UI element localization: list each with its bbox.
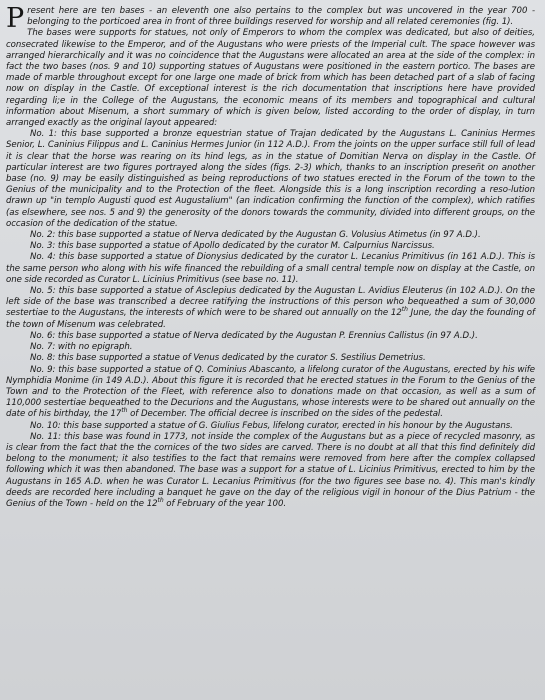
paragraph-base-9: No. 9: this base supported a statue of Q. Cominius Abascanto, a lifelong curator of the Augustans, erected by his wife Nymphidia Monime (in 149 A.D.). About this figure it is recorded that he erected statues in the Forum to the Genius of the Town and to the Protection of the Fleet, with reference also to donations made on that occasion, as well as a sum of 110,000 sestertiae bequeathed to the Decurions and the Augustans, whose interests were to be shared out annually on the date of his birthday, the 17th of December. The official decree is inscribed on the sides of the pedestal.: [6, 364, 535, 420]
paragraph-overview: The bases were supports for statues, not only of Emperors to whom the complex was dedicated, but also of deities, consecrated likewise to the Emperor, and of the Augustans who were priests of the Imperial cult. The space however was arranged hierarchically and it was no coincidence that the Augustans were allocated an area at the side of the complex: in fact the two bases (nos. 9 and 10) supporting statues of Augustans were positioned in the eastern portico. The bases are made of marble throughout except for one large one made of brick from which has been detached part of a slab of facing now on display in the Castle. Of exceptional interest is the rich documentation that inscriptions here have provided regarding li;e in the College of the Augustans, the economic means of its members and topographical and cultural information about Misenum, a short summary of which is given below, listed according to the order of display, in turn arranged exactly as the original layout appeared:: [6, 28, 535, 129]
paragraph-base-1: No. 1: this base supported a bronze equestrian statue of Trajan dedicated by the Augustans L. Caninius Hermes Senior, L. Caninius Filippus and L. Caninius Hermes Junior (in 112 A.D.). From the joints on the upper surface still full of lead it is clear that the horse was rearing on its hind legs, as in the statue of Domitian Nerva on display in the Castle. Of particular interest are two figures portrayed along the sides (figs. 2-3) which, thanks to an inscription presen̈t on another base (no. 9) may be easily distinguished as being reproductions of two statues erected in the Forum of the town to the Genius of the municipality and to the Protection of the fleet. Alongside this is a long inscription recording a reso-lution drawn up "in templo Augusti quod est Augustalium" (an indication confirming the function of the complex), which ratifies (as elsewhere, see nos. 5 and 9) the generosity of the donors towards the community, divided into different groups, on the occasion of the dedication of the statue.: [6, 129, 535, 229]
paragraph-base-8: No. 8: this base supported a statue of Venus dedicated by the curator S. Sestilius Demetrius.: [30, 353, 426, 364]
paragraph-base-6: No. 6: this base supported a statue of Nerva dedicated by the Augustan P. Erennius Callistus (in 97 A.D.).: [30, 330, 478, 341]
paragraph-base-10: No. 10: this base supported a statue of G. Giulius Febus, lifelong curator, erected in his honour by the Augustans.: [30, 420, 513, 431]
paragraph-base-2: No. 2: this base supported a statue of Nerva dedicated by the Augustan G. Volusius Atimetus (in 97 A.D.).: [30, 230, 481, 241]
paragraph-base-5: No. 5: this base supported a statue of Asclepius dedicated by the Augustan L. Avidius Eleuterus (in 102 A.D.). On the left side of the base was transcribed a decree ratifying the instructions of this person who bequeathed a sum of 30,000 sestertiae to the Augustans, the interests of which were to be shared out annually on the 12th June, the day the founding of the town of Misenum was celebrated.: [6, 286, 535, 330]
document-text: [6, 3, 535, 510]
paragraph-base-11: No. 11: this base was found in 1773, not inside the complex of the Augustans but as a piece of recycled masonry, as is clear from the fact that the the cornices of the two sides are carved. There is no doubt at all that this find definitely did belong to the monument; it also testifies to the fact that remains were removed from here after the complex collapsed following which it was then abandoned. The base was a support for a statue of L. Licinius Primitivus, erected to him by the Augustans in 165 A.D. when he was Curator L. Lecanius Primitivus (for the two figures see base no. 4). This man's kindly deeds are recorded here including a banquet he gave on the day of the religious vigil in honour of the Dius Patrium - the Genius of the Town - held on the 12th of February of the year 100.: [6, 431, 535, 509]
drop-cap-letter: P: [6, 3, 25, 34]
paragraph-base-7: No. 7: with no epigraph.: [30, 342, 133, 353]
paragraph-base-4: No. 4: this base supported a statue of Dionysius dedicated by the curator L. Lecanius Primitivus (in 161 A.D.). This is the same person who along with his wife financed the rebuilding of a small central temple now on display at the Castle, on one side recorded as Curator L. Licinius Primitivus (see base no. 11).: [6, 252, 535, 285]
paragraph-base-3: No. 3: this base supported a statue of Apollo dedicated by the curator M. Calpurnius Narcissus.: [30, 241, 435, 252]
intro-paragraph: [6, 3, 535, 34]
intro-text: resent here are ten bases - an eleventh one also pertains to the complex but was uncovered in the year 700 - belonging to the porticoed area in front of three buildings reserved for worship and all related ceremonies (fig. 1).: [27, 6, 535, 28]
